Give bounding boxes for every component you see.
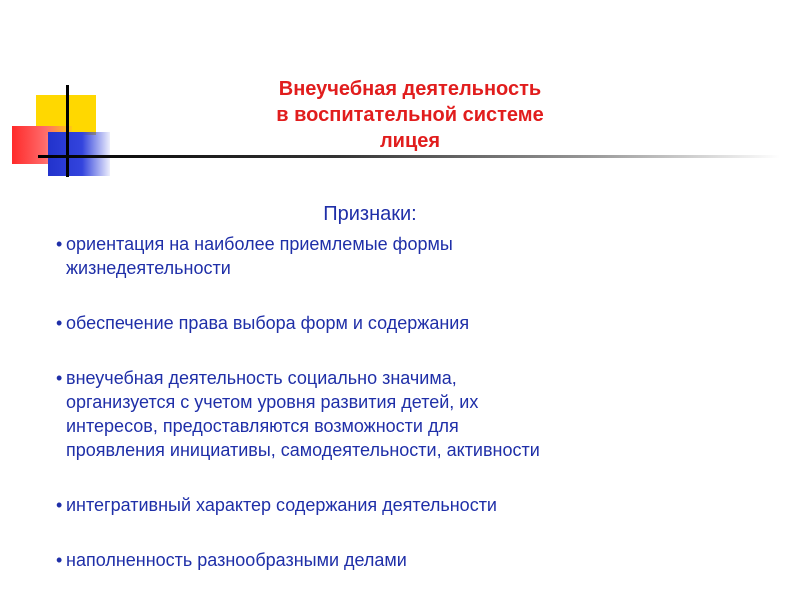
list-item-line: проявления инициативы, самодеятельности, активности xyxy=(66,440,540,460)
horizontal-rule xyxy=(38,155,780,158)
title-line: лицея xyxy=(379,130,441,152)
vertical-rule xyxy=(66,85,69,177)
list-item-line: обеспечение права выбора форм и содержания xyxy=(66,313,470,333)
list-item xyxy=(56,366,776,462)
list-item xyxy=(56,232,776,280)
bullet-icon: • xyxy=(56,368,63,388)
title-line: Внеучебная деятельность xyxy=(278,78,542,100)
slide-subtitle: Признаки: xyxy=(323,203,417,225)
bullet-icon: • xyxy=(56,550,63,570)
list-item-line: ориентация на наиболее приемлемые формы xyxy=(66,234,453,254)
blue-square xyxy=(48,132,110,176)
list-item xyxy=(56,493,776,517)
list-item xyxy=(56,311,776,335)
bullet-icon: • xyxy=(56,234,63,254)
slide-title xyxy=(200,76,620,154)
list-item-line: интегративный характер содержания деятельности xyxy=(66,495,497,515)
list-item-line: интересов, предоставляются возможности для xyxy=(66,416,459,436)
list-item xyxy=(56,548,776,572)
list-item-line: внеучебная деятельность социально значима, xyxy=(66,368,457,388)
bullet-icon: • xyxy=(56,495,63,515)
list-item-line: организуется с учетом уровня развития детей, их xyxy=(66,392,479,412)
features-list xyxy=(56,232,776,572)
list-item-line: жизнедеятельности xyxy=(66,258,231,278)
list-item-line: наполненность разнообразными делами xyxy=(66,550,407,570)
bullet-icon: • xyxy=(56,313,63,333)
title-line: в воспитательной системе xyxy=(276,104,544,126)
